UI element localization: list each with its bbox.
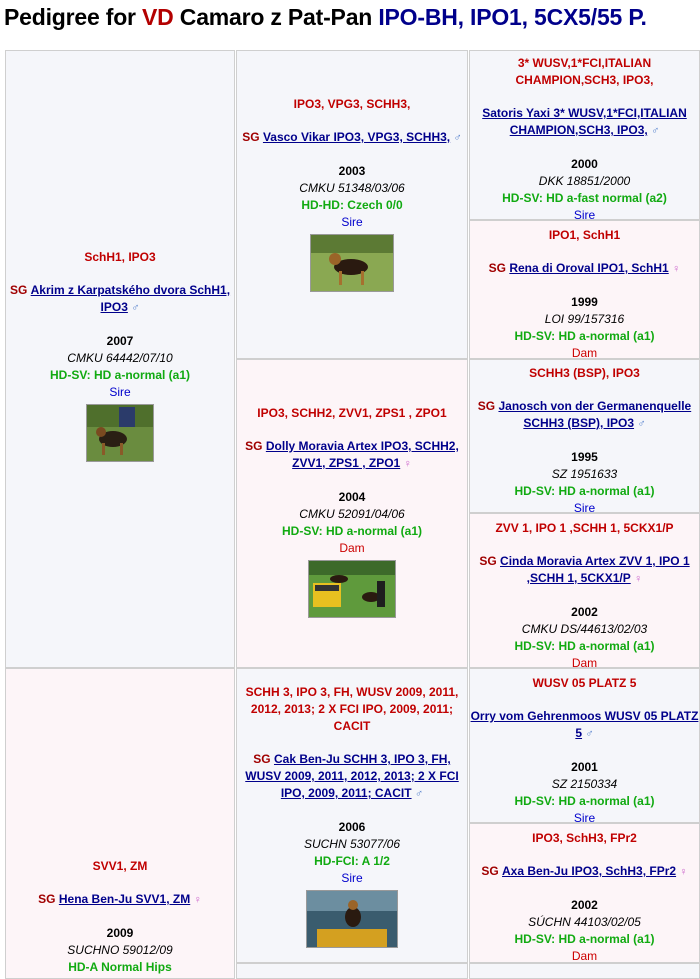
registration-number: CMKU 51348/03/06 <box>299 181 405 195</box>
dog-titles-text: IPO3, VPG3, SCHH3, <box>293 97 411 111</box>
rating-badge: SG <box>488 261 506 275</box>
hip-rating: HD-SV: HD a-normal (a1) <box>514 484 655 498</box>
rating-badge: SG <box>479 554 497 568</box>
dog-name-link-row <box>470 398 699 433</box>
registration-number: SUCHNO 59012/09 <box>67 943 173 957</box>
male-icon: ♂ <box>414 788 424 800</box>
pedigree-cell-g3-6 <box>469 823 700 963</box>
birth-year: 2009 <box>106 926 134 940</box>
registration-number: CMKU DS/44613/02/03 <box>521 622 648 636</box>
female-icon: ♀ <box>672 263 681 275</box>
birth-year: 1999 <box>571 295 598 309</box>
dog-name-link-row <box>6 282 234 317</box>
pedigree-cell-g3-1 <box>469 50 700 220</box>
registration-number: CMKU 52091/04/06 <box>299 507 405 521</box>
birth-year: 2001 <box>571 760 598 774</box>
pedigree-cell-g3-5 <box>469 668 700 823</box>
dog-photo[interactable] <box>310 234 394 292</box>
rating-badge: SG <box>481 864 499 878</box>
dog-titles-text: IPO3, SCHH2, ZVV1, ZPS1 , ZPO1 <box>257 406 447 420</box>
hip-rating: HD-SV: HD a-normal (a1) <box>514 794 655 808</box>
dog-name-link-row <box>6 891 234 909</box>
registration-number: CMKU 64442/07/10 <box>67 351 173 365</box>
sex-label: Sire <box>573 208 596 220</box>
dog-name-link-row <box>470 863 699 881</box>
registration-number: SZ 2150334 <box>551 777 618 791</box>
birth-year: 2002 <box>571 605 598 619</box>
dog-titles-text: IPO1, SchH1 <box>548 228 621 242</box>
female-icon: ♀ <box>634 573 643 585</box>
dog-link[interactable]: Akrim z Karpatského dvora SchH1, IPO3 <box>30 283 231 314</box>
dog-link[interactable]: Hena Ben-Ju SVV1, ZM <box>58 892 191 906</box>
birth-year: 2007 <box>106 334 134 348</box>
female-icon: ♀ <box>403 458 412 470</box>
sex-label: Dam <box>339 541 365 555</box>
rating-badge: SG <box>9 283 28 297</box>
dog-titles-text: IPO3, SchH3, FPr2 <box>532 831 637 845</box>
birth-year: 2004 <box>338 490 366 504</box>
dog-name: Camaro z Pat-Pan <box>179 4 373 30</box>
pedigree-cell-sire-sire <box>236 50 468 359</box>
dog-link[interactable]: Rena di Oroval IPO1, SchH1 <box>509 261 669 275</box>
male-icon: ♂ <box>453 132 462 144</box>
male-icon: ♂ <box>585 728 594 740</box>
page-title <box>4 4 700 31</box>
dog-titles-text: WUSV 05 PLATZ 5 <box>532 676 637 690</box>
dog-link[interactable]: Cak Ben-Ju SCHH 3, IPO 3, FH, WUSV 2009, 2011, 2012, 2013; 2 X FCI IPO, 2009, 2011; CACIT <box>245 752 459 800</box>
registration-number: SÚCHN 44103/02/05 <box>528 915 641 929</box>
hip-rating: HD-SV: HD a-normal (a1) <box>514 932 655 946</box>
pedigree-cell-sire <box>5 50 235 668</box>
dog-name-link-row <box>470 708 699 743</box>
pedigree-cell-g3-4 <box>469 513 700 668</box>
dog-link[interactable]: Vasco Vikar IPO3, VPG3, SCHH3, <box>262 130 451 144</box>
dog-link[interactable]: Dolly Moravia Artex IPO3, SCHH2, ZVV1, ZPS1 , ZPO1 <box>265 439 459 470</box>
hip-rating: HD-A Normal Hips <box>68 960 172 974</box>
female-icon: ♀ <box>679 866 688 878</box>
sex-label: Sire <box>341 871 363 885</box>
male-icon: ♂ <box>651 125 660 137</box>
dog-name-link-row <box>237 751 467 803</box>
dog-titles-text: ZVV 1, IPO 1 ,SCHH 1, 5CKX1/P <box>495 521 674 535</box>
dog-titles-text: SVV1, ZM <box>92 859 148 873</box>
dog-name-link-row <box>470 553 699 588</box>
registration-number: LOI 99/157316 <box>544 312 625 326</box>
rating-badge: SG <box>253 752 271 766</box>
rating-badge: SG <box>245 439 263 453</box>
dog-photo[interactable] <box>86 404 154 462</box>
title-prefix: Pedigree for <box>4 4 136 30</box>
pedigree-cell-g3-3 <box>469 359 700 513</box>
sex-label: Sire <box>109 385 131 399</box>
hip-rating: HD-SV: HD a-normal (a1) <box>514 639 655 653</box>
pedigree-cell-dam <box>5 668 235 979</box>
female-icon: ♀ <box>193 894 202 906</box>
rating-badge: SG <box>477 399 496 413</box>
birth-year: 2003 <box>338 164 366 178</box>
dog-photo[interactable] <box>308 560 396 618</box>
birth-year: 2002 <box>571 898 598 912</box>
registration-number: DKK 18851/2000 <box>538 174 631 188</box>
dog-titles-text: 3* WUSV,1*FCI,ITALIAN CHAMPION,SCH3, IPO3, <box>515 56 654 87</box>
sex-label: Sire <box>573 811 596 823</box>
dog-name-link-row <box>470 260 699 278</box>
hip-rating: HD-SV: HD a-normal (a1) <box>49 368 191 382</box>
pedigree-cell-partial <box>236 963 468 979</box>
dog-link[interactable]: Janosch von der Germanenquelle SCHH3 (BSP), IPO3 <box>498 399 692 430</box>
dog-titles: IPO-BH, IPO1, 5CX5/55 P. <box>378 4 647 30</box>
rating-badge: SG <box>38 892 56 906</box>
dog-name-link-row <box>237 438 467 473</box>
sex-label: Sire <box>341 215 363 229</box>
dog-link[interactable]: Orry vom Gehrenmoos WUSV 05 PLATZ 5 <box>470 709 699 740</box>
sex-label: Dam <box>571 656 598 668</box>
sex-label: Sire <box>573 501 596 513</box>
pedigree-cell-partial <box>469 963 700 979</box>
dog-link[interactable]: Satoris Yaxi 3* WUSV,1*FCI,ITALIAN CHAMPION,SCH3, IPO3, <box>482 106 687 137</box>
pedigree-cell-dam-sire <box>236 668 468 963</box>
pedigree-cell-sire-dam <box>236 359 468 668</box>
dog-titles-text: SCHH3 (BSP), IPO3 <box>529 366 640 380</box>
hip-rating: HD-SV: HD a-fast normal (a2) <box>502 191 667 205</box>
birth-year: 2006 <box>338 820 366 834</box>
dog-titles-text: SCHH 3, IPO 3, FH, WUSV 2009, 2011, 2012, 2013; 2 X FCI IPO, 2009, 2011; CACIT <box>245 685 459 733</box>
dog-name-link-row <box>237 129 467 147</box>
dog-photo[interactable] <box>306 890 398 948</box>
pedigree-cell-g3-2 <box>469 220 700 359</box>
kennel-abbr: VD <box>142 4 174 30</box>
sex-label: Dam <box>571 346 598 359</box>
dog-link[interactable]: Cinda Moravia Artex ZVV 1, IPO 1 ,SCHH 1, 5CKX1/P <box>500 554 690 585</box>
hip-rating: HD-HD: Czech 0/0 <box>301 198 403 212</box>
dog-name-link-row <box>470 105 699 140</box>
hip-rating: HD-SV: HD a-normal (a1) <box>514 329 655 343</box>
birth-year: 1995 <box>571 450 598 464</box>
birth-year: 2000 <box>571 157 598 171</box>
hip-rating: HD-FCI: A 1/2 <box>314 854 390 868</box>
sex-label: Dam <box>571 949 598 963</box>
registration-number: SUCHN 53077/06 <box>303 837 401 851</box>
dog-titles-text: SchH1, IPO3 <box>84 250 156 264</box>
dog-link[interactable]: Axa Ben-Ju IPO3, SchH3, FPr2 <box>502 864 677 878</box>
registration-number: SZ 1951633 <box>551 467 618 481</box>
male-icon: ♂ <box>131 302 140 314</box>
male-icon: ♂ <box>637 418 646 430</box>
rating-badge: SG <box>242 130 260 144</box>
hip-rating: HD-SV: HD a-normal (a1) <box>281 524 423 538</box>
